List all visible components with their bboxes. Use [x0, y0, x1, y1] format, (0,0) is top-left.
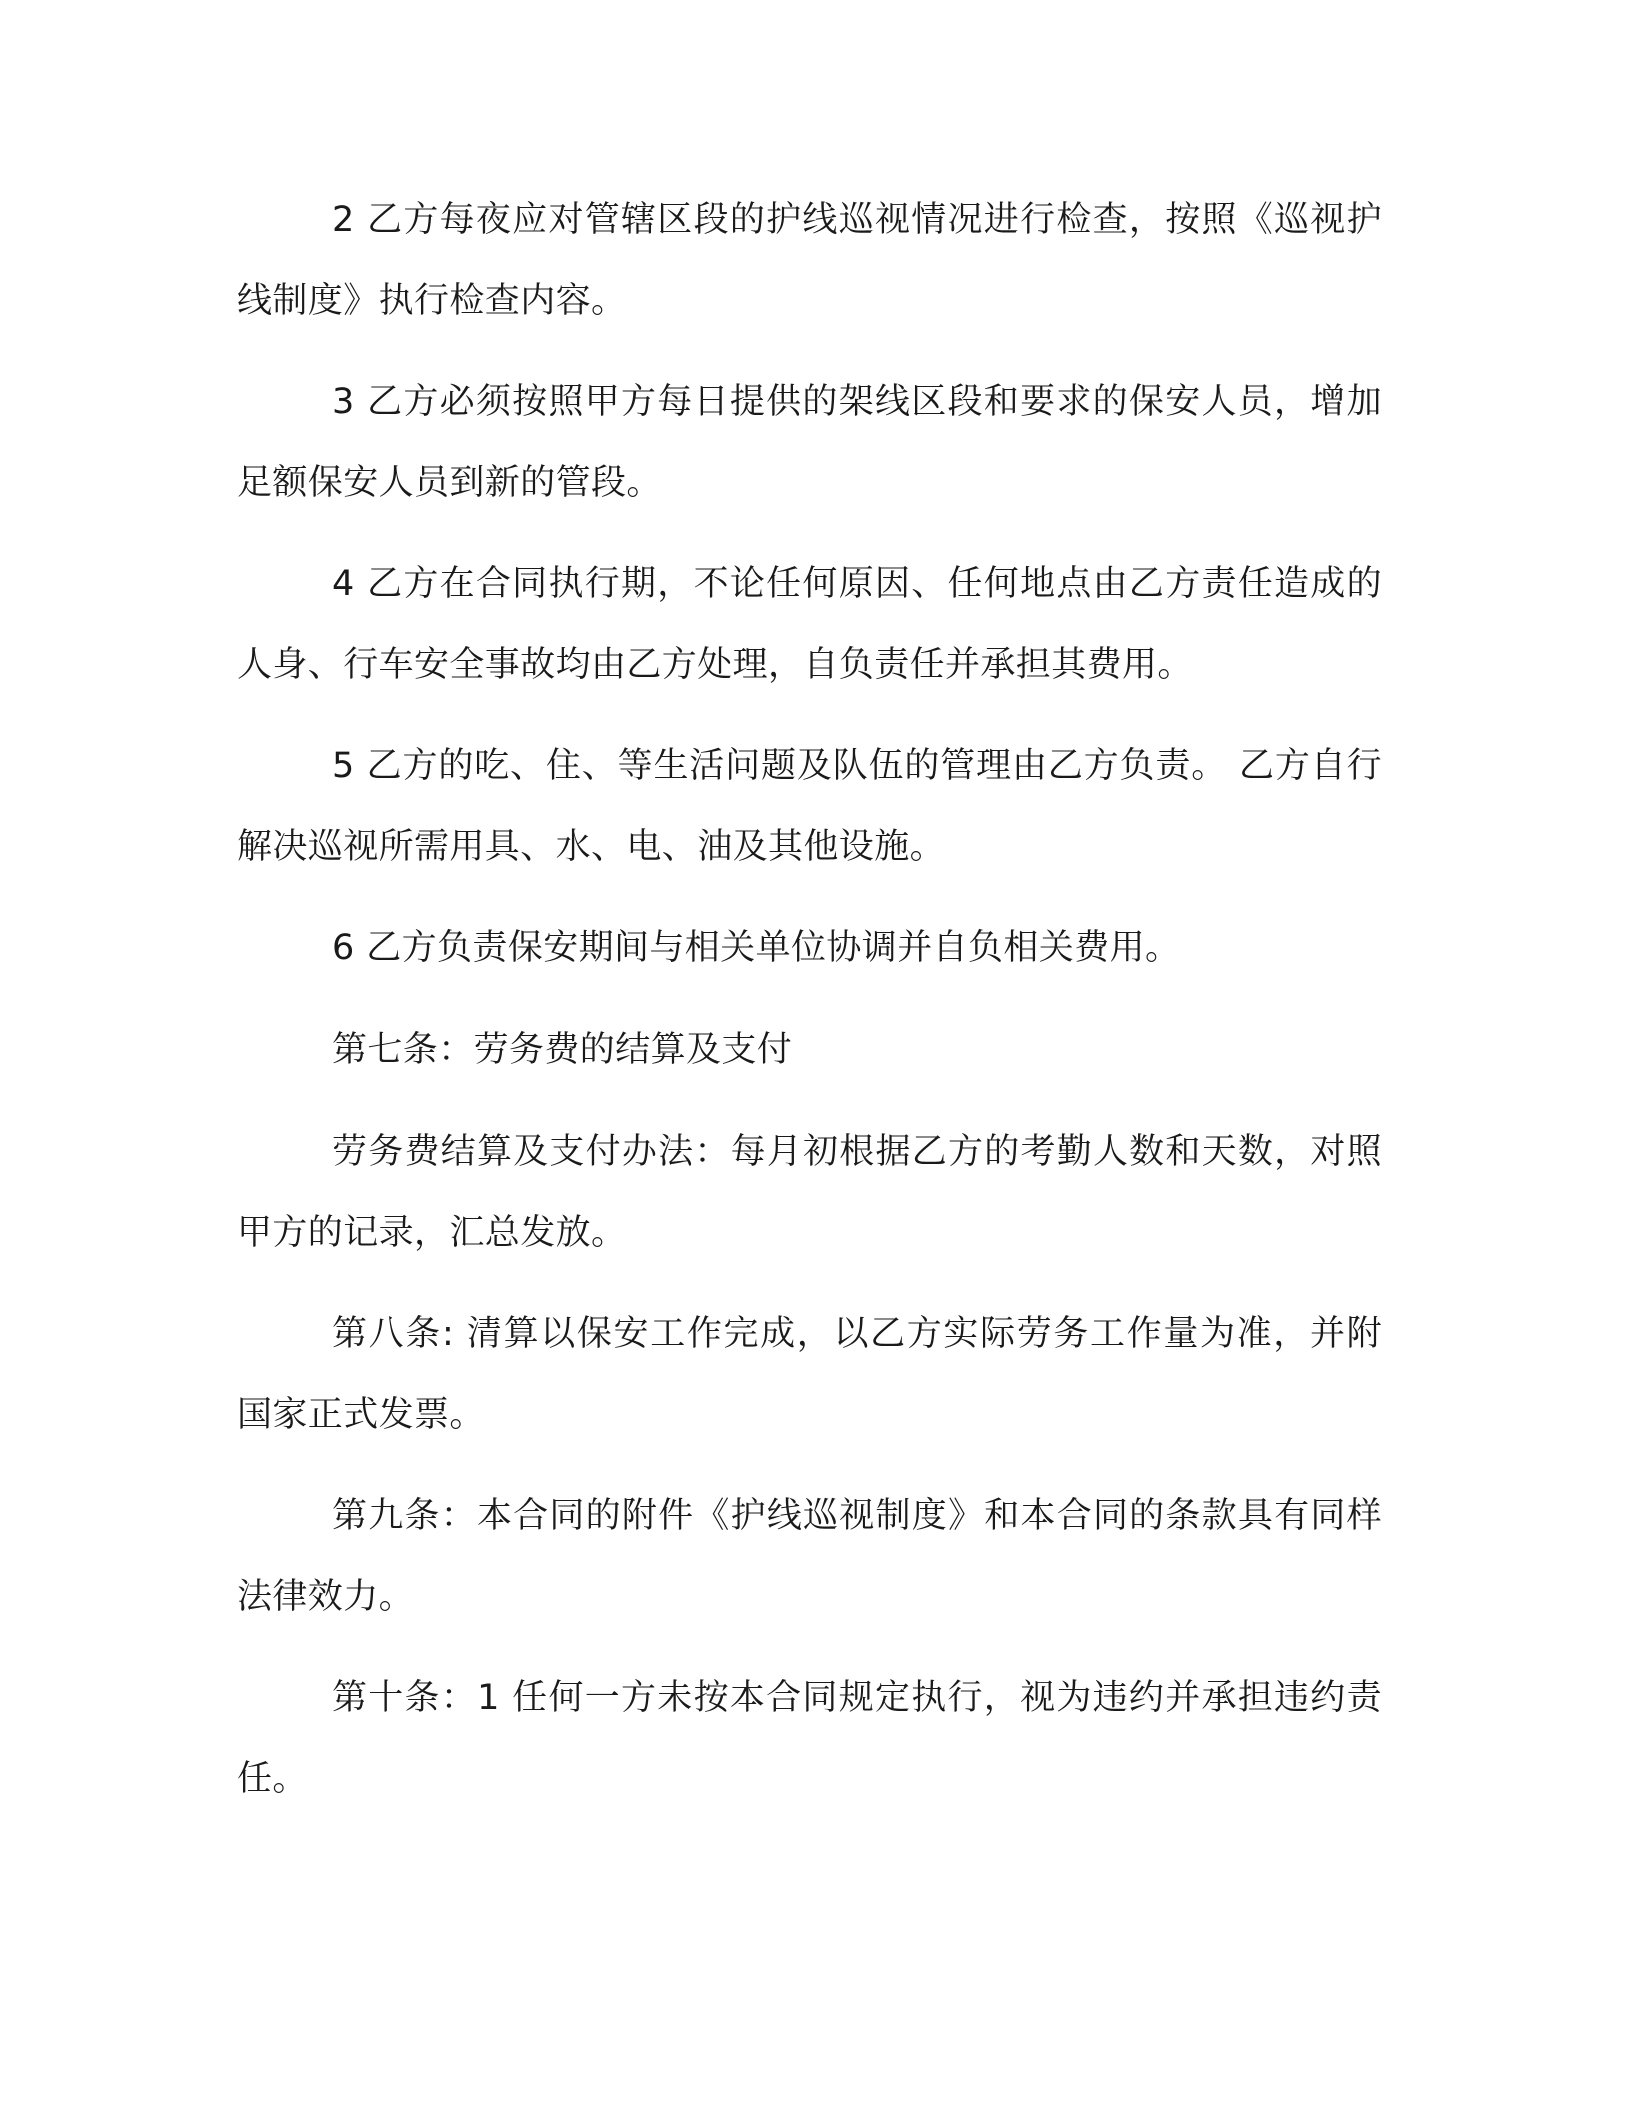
paragraph-clause-6: 6 乙方负责保安期间与相关单位协调并自负相关费用。 [332, 928, 1181, 968]
paragraph-clause-5: 5 乙方的吃、住、等生活问题及队伍的管理由乙方负责。 乙方自行解决巡视所需用具、水、电、油及其他设施。 [237, 746, 1382, 867]
heading-article-7: 第七条：劳务费的结算及支付 [332, 1030, 793, 1070]
paragraph-article-7-body: 劳务费结算及支付办法：每月初根据乙方的考勤人数和天数，对照甲方的记录，汇总发放。 [237, 1132, 1382, 1253]
paragraph-clause-4: 4 乙方在合同执行期，不论任何原因、任何地点由乙方责任造成的人身、行车安全事故均由乙方处理，自负责任并承担其费用。 [237, 564, 1382, 685]
paragraph-clause-3: 3 乙方必须按照甲方每日提供的架线区段和要求的保安人员，增加足额保安人员到新的管段。 [237, 382, 1382, 503]
paragraph-clause-2: 2 乙方每夜应对管辖区段的护线巡视情况进行检查，按照《巡视护线制度》执行检查内容。 [237, 200, 1382, 321]
paragraph-article-9: 第九条：本合同的附件《护线巡视制度》和本合同的条款具有同样法律效力。 [237, 1496, 1382, 1617]
paragraph-article-8: 第八条: 清算以保安工作完成，以乙方实际劳务工作量为准，并附国家正式发票。 [237, 1314, 1382, 1435]
paragraph-article-10: 第十条：1 任何一方未按本合同规定执行，视为违约并承担违约责任。 [237, 1678, 1382, 1799]
